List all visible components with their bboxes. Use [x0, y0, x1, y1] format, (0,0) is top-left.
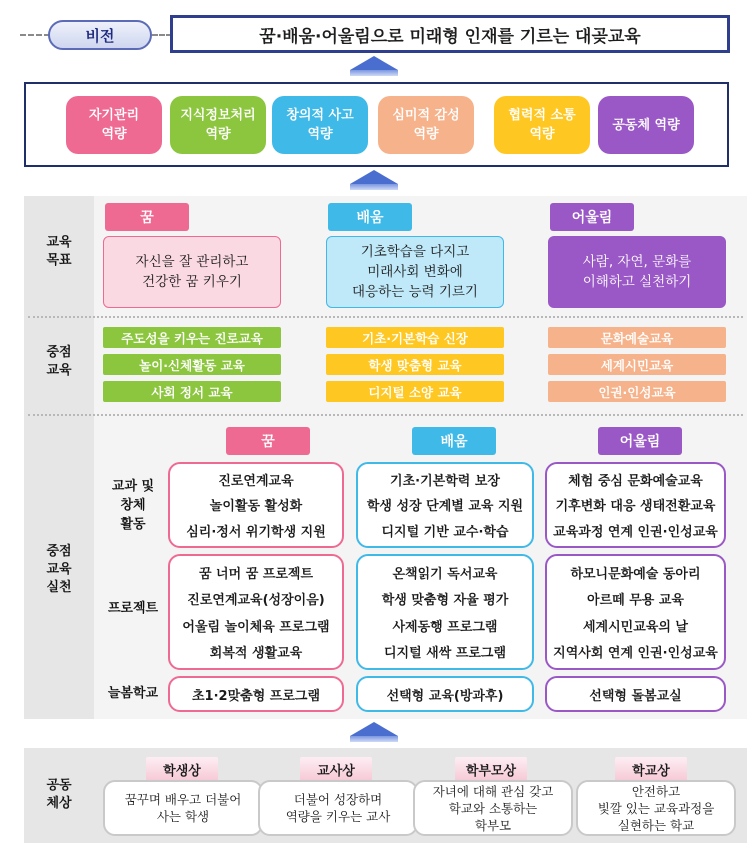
practice-column-header: 어울림 [598, 427, 682, 455]
practice-item: 지역사회 연계 인권·인성교육 [553, 646, 718, 662]
vision-label: 비전 [48, 20, 152, 50]
goal-column-header: 꿈 [105, 203, 189, 231]
competency-line: 자기관리 [88, 108, 140, 123]
practice-label-line: 실천 [46, 580, 72, 595]
goal-text-line: 이해하고 실천하기 [582, 274, 692, 290]
practice-item: 교육과정 연계 인권·인성교육 [553, 524, 718, 540]
goal-text-line: 사람, 자연, 문화를 [582, 254, 692, 270]
portrait-box [103, 780, 263, 836]
practice-item: 꿈 너머 꿈 프로젝트 [198, 566, 314, 582]
focus-item: 인권·인성교육 [548, 381, 726, 402]
practice-item: 학생 성장 단계별 교육 지원 [366, 499, 524, 515]
goal-box [103, 236, 281, 308]
focus-item: 문화예술교육 [548, 327, 726, 348]
competency-line: 심미적 감성 [392, 108, 460, 123]
portrait-text-line: 빛깔 있는 교육과정을 [597, 800, 715, 816]
practice-cell-box [545, 676, 726, 712]
competency-line: 역량 [413, 127, 439, 142]
competency-box [494, 96, 590, 154]
portrait-text-line: 안전하고 [631, 783, 681, 799]
practice-cell-box [356, 554, 534, 670]
competency-line: 역량 [307, 127, 333, 142]
goal-box [326, 236, 504, 308]
practice-cell-box [168, 462, 344, 548]
up-arrow-icon [350, 170, 398, 190]
practice-cell-box [168, 554, 344, 670]
focus-item: 놀이·신체활동 교육 [103, 354, 281, 375]
practice-cell-box [356, 462, 534, 548]
community-label-line: 공동 [46, 778, 72, 793]
practice-item: 하모니문화예술 동아리 [570, 566, 701, 582]
portrait-title: 학교상 [615, 757, 687, 781]
competency-line: 협력적 소통 [508, 108, 576, 123]
community-label [24, 775, 94, 815]
portrait-text-line: 꿈꾸며 배우고 더불어 [124, 792, 242, 807]
practice-item: 기초·기본학력 보장 [390, 474, 500, 490]
focus-item: 사회 정서 교육 [103, 381, 281, 402]
practice-row-label-line: 교과 및 [111, 478, 155, 494]
goal-text-line: 건강한 꿈 키우기 [142, 274, 242, 290]
practice-column-header: 꿈 [226, 427, 310, 455]
practice-item: 어울림 놀이체육 프로그램 [182, 619, 330, 635]
practice-row-label-line: 창체 [120, 497, 146, 513]
practice-item: 놀이활동 활성화 [209, 499, 303, 515]
practice-item: 선택형 교육(방과후) [386, 688, 504, 704]
competency-line: 공동체 역량 [612, 117, 680, 133]
goals-label [24, 232, 94, 272]
competency-box [378, 96, 474, 154]
goals-label-line: 목표 [46, 253, 72, 268]
portrait-text-line: 실현하는 학교 [617, 817, 695, 833]
community-label-line: 체상 [46, 796, 72, 811]
divider [28, 316, 743, 318]
practice-item: 기후변화 대응 생태전환교육 [555, 499, 716, 515]
up-arrow-icon [350, 722, 398, 742]
practice-item: 사제동행 프로그램 [392, 619, 498, 635]
portrait-text-line: 더불어 성장하며 [293, 792, 383, 807]
practice-item: 체험 중심 문화예술교육 [568, 474, 703, 490]
portrait-box [413, 780, 573, 836]
focus-item: 주도성을 키우는 진로교육 [103, 327, 281, 348]
practice-item: 회복적 생활교육 [209, 646, 303, 662]
side-label-band [24, 196, 94, 719]
focus-label-line: 중점 [46, 345, 72, 360]
competency-line: 지식정보처리 [180, 108, 256, 123]
portrait-text-line: 사는 학생 [156, 809, 210, 824]
focus-label-line: 교육 [46, 363, 72, 378]
practice-item: 디지털 기반 교수·학습 [381, 524, 509, 540]
goal-box [548, 236, 726, 308]
practice-item: 초1·2맞춤형 프로그램 [191, 688, 321, 704]
focus-item: 학생 맞춤형 교육 [326, 354, 504, 375]
practice-row-label [100, 462, 166, 548]
practice-item: 진로연계교육 [218, 474, 294, 490]
goal-text-line: 자신을 잘 관리하고 [135, 254, 249, 270]
portrait-text-line: 학부모 [474, 817, 512, 833]
goal-text-line: 기초학습을 다지고 [360, 244, 470, 260]
portrait-title: 학부모상 [455, 757, 527, 781]
vision-dash-left [20, 34, 50, 36]
goal-text-line: 대응하는 능력 기르기 [352, 284, 478, 300]
portrait-text-line: 자녀에 대해 관심 갖고 [432, 783, 554, 799]
practice-item: 아르떼 무용 교육 [587, 593, 684, 609]
practice-cell-box [545, 462, 726, 548]
competency-box [66, 96, 162, 154]
practice-item: 디지털 새싹 프로그램 [383, 646, 507, 662]
practice-row-label-line: 프로젝트 [107, 600, 159, 616]
focus-item: 세계시민교육 [548, 354, 726, 375]
competency-line: 역량 [205, 127, 231, 142]
practice-item: 심리·정서 위기학생 지원 [186, 524, 326, 540]
up-arrow-icon [350, 56, 398, 76]
practice-label-line: 교육 [46, 562, 72, 577]
focus-item: 디지털 소양 교육 [326, 381, 504, 402]
practice-cell-box [545, 554, 726, 670]
competency-box [170, 96, 266, 154]
portrait-box [576, 780, 736, 836]
practice-row-label [100, 682, 166, 704]
competency-line: 역량 [529, 127, 555, 142]
competency-box [272, 96, 368, 154]
practice-cell-box [168, 676, 344, 712]
practice-cell-box [356, 676, 534, 712]
goal-column-header: 어울림 [550, 203, 634, 231]
portrait-text-line: 역량을 키우는 교사 [285, 809, 391, 824]
practice-item: 학생 맞춤형 자율 평가 [381, 593, 509, 609]
practice-item: 온책읽기 독서교육 [392, 566, 498, 582]
practice-item: 세계시민교육의 날 [583, 619, 688, 635]
goal-column-header: 배움 [328, 203, 412, 231]
focus-item: 기초·기본학습 신장 [326, 327, 504, 348]
portrait-title: 교사상 [300, 757, 372, 781]
portrait-title: 학생상 [146, 757, 218, 781]
practice-label-line: 중점 [46, 544, 72, 559]
competency-line: 창의적 사고 [286, 108, 354, 123]
practice-row-label-line: 늘봄학교 [107, 685, 159, 701]
goal-text-line: 미래사회 변화에 [367, 264, 463, 280]
competency-line: 역량 [101, 127, 127, 142]
practice-row-label [100, 588, 166, 628]
portrait-box [258, 780, 418, 836]
competency-box [598, 96, 694, 154]
divider [28, 414, 743, 416]
focus-label [24, 342, 94, 382]
vision-dash-right [152, 34, 172, 36]
vision-statement: 꿈·배움·어울림으로 미래형 인재를 기르는 대곶교육 [170, 15, 730, 53]
portrait-text-line: 학교와 소통하는 [448, 800, 538, 816]
practice-label [24, 540, 94, 600]
practice-item: 선택형 돌봄교실 [589, 688, 682, 704]
practice-item: 진로연계교육(성장이음) [187, 593, 325, 609]
practice-row-label-line: 활동 [120, 516, 146, 532]
goals-label-line: 교육 [46, 235, 72, 250]
practice-column-header: 배움 [412, 427, 496, 455]
